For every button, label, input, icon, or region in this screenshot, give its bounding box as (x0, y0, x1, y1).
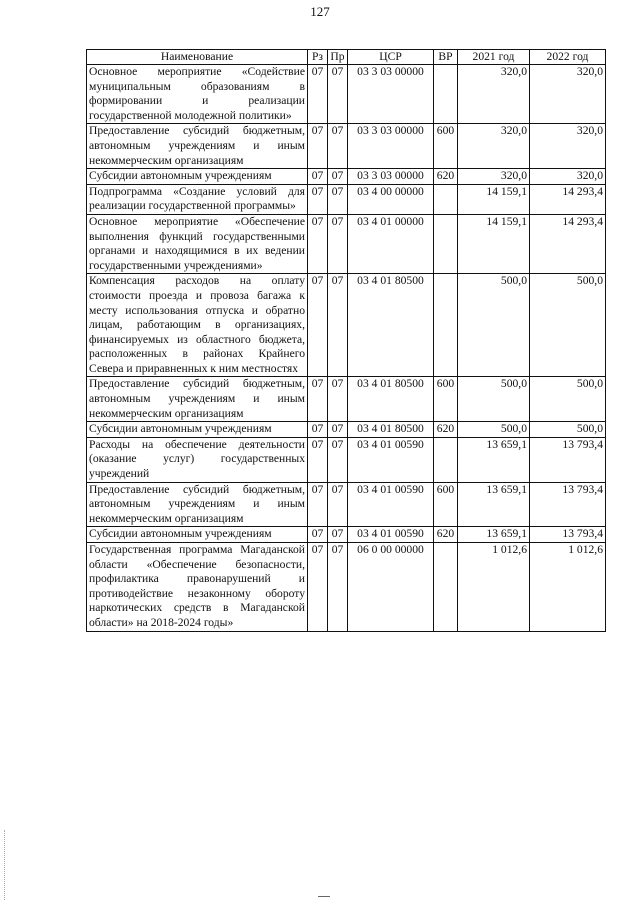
header-csr: ЦСР (348, 50, 434, 65)
row-2021-cell: 500,0 (458, 274, 530, 377)
row-2021-cell: 13 659,1 (458, 437, 530, 482)
row-name-cell: Субсидии автономным учреждениям (87, 527, 308, 543)
row-vr-cell (434, 184, 458, 214)
row-name-cell: Субсидии автономным учреждениям (87, 169, 308, 185)
header-2022: 2022 год (530, 50, 606, 65)
row-vr-cell (434, 214, 458, 273)
table-row (87, 65, 606, 124)
table-row (87, 437, 606, 482)
row-2021-cell: 13 659,1 (458, 482, 530, 527)
row-rz-cell: 07 (308, 124, 328, 169)
row-2021-cell: 320,0 (458, 65, 530, 124)
row-vr-cell: 600 (434, 124, 458, 169)
row-csr-cell: 03 3 03 00000 (348, 124, 434, 169)
row-name-cell: Субсидии автономным учреждениям (87, 422, 308, 438)
row-csr-cell: 03 4 01 00590 (348, 527, 434, 543)
row-2022-cell: 13 793,4 (530, 482, 606, 527)
row-csr-cell: 03 4 01 00000 (348, 214, 434, 273)
row-vr-cell (434, 437, 458, 482)
row-2022-cell: 1 012,6 (530, 543, 606, 632)
row-2022-cell: 320,0 (530, 124, 606, 169)
row-pr-cell: 07 (328, 214, 348, 273)
table-row (87, 274, 606, 377)
row-rz-cell: 07 (308, 214, 328, 273)
row-name-cell: Предоставление субсидий бюджетным, автономным учреждениям и иным некоммерческим организациям (87, 482, 308, 527)
row-2022-cell: 13 793,4 (530, 527, 606, 543)
row-pr-cell: 07 (328, 274, 348, 377)
row-pr-cell: 07 (328, 422, 348, 438)
row-2022-cell: 13 793,4 (530, 437, 606, 482)
row-2022-cell: 320,0 (530, 169, 606, 185)
row-2021-cell: 13 659,1 (458, 527, 530, 543)
row-rz-cell: 07 (308, 422, 328, 438)
row-2021-cell: 500,0 (458, 422, 530, 438)
row-pr-cell: 07 (328, 124, 348, 169)
row-rz-cell: 07 (308, 274, 328, 377)
row-2022-cell: 500,0 (530, 377, 606, 422)
row-rz-cell: 07 (308, 543, 328, 632)
row-2021-cell: 320,0 (458, 169, 530, 185)
row-rz-cell: 07 (308, 184, 328, 214)
row-csr-cell: 06 0 00 00000 (348, 543, 434, 632)
table-row (87, 184, 606, 214)
budget-table (86, 49, 606, 632)
row-rz-cell: 07 (308, 527, 328, 543)
row-pr-cell: 07 (328, 543, 348, 632)
row-csr-cell: 03 4 01 00590 (348, 437, 434, 482)
row-rz-cell: 07 (308, 377, 328, 422)
row-csr-cell: 03 4 01 00590 (348, 482, 434, 527)
row-2022-cell: 14 293,4 (530, 214, 606, 273)
row-vr-cell: 600 (434, 377, 458, 422)
table-row (87, 543, 606, 632)
header-pr: Пр (328, 50, 348, 65)
row-vr-cell (434, 274, 458, 377)
row-2022-cell: 500,0 (530, 422, 606, 438)
row-name-cell: Компенсация расходов на оплату стоимости проезда и провоза багажа к месту использования отпуска и обратно лицам, работающим в организациях, финансируемых из областного бюджета, расположенных в районах Крайнего Севера и приравненных к ним местностях (87, 274, 308, 377)
row-name-cell: Предоставление субсидий бюджетным, автономным учреждениям и иным некоммерческим организациям (87, 124, 308, 169)
row-2021-cell: 14 159,1 (458, 214, 530, 273)
row-vr-cell (434, 65, 458, 124)
header-rz: Рз (308, 50, 328, 65)
table-row (87, 214, 606, 273)
row-name-cell: Предоставление субсидий бюджетным, автономным учреждениям и иным некоммерческим организациям (87, 377, 308, 422)
table-row (87, 482, 606, 527)
table-row (87, 527, 606, 543)
table-row (87, 169, 606, 185)
page-number: 127 (310, 4, 330, 19)
row-rz-cell: 07 (308, 437, 328, 482)
row-rz-cell: 07 (308, 169, 328, 185)
row-csr-cell: 03 4 01 80500 (348, 422, 434, 438)
row-csr-cell: 03 3 03 00000 (348, 169, 434, 185)
row-2022-cell: 500,0 (530, 274, 606, 377)
bottom-scan-mark (318, 896, 330, 897)
row-pr-cell: 07 (328, 377, 348, 422)
row-2021-cell: 1 012,6 (458, 543, 530, 632)
row-pr-cell: 07 (328, 437, 348, 482)
row-pr-cell: 07 (328, 482, 348, 527)
row-2022-cell: 14 293,4 (530, 184, 606, 214)
row-2021-cell: 500,0 (458, 377, 530, 422)
row-rz-cell: 07 (308, 482, 328, 527)
row-2021-cell: 14 159,1 (458, 184, 530, 214)
row-vr-cell: 620 (434, 422, 458, 438)
row-pr-cell: 07 (328, 184, 348, 214)
table-row (87, 377, 606, 422)
row-vr-cell: 600 (434, 482, 458, 527)
row-name-cell: Основное мероприятие «Обеспечение выполнения функций государственными органами и находящимися в их ведении государственными учреждениями» (87, 214, 308, 273)
row-pr-cell: 07 (328, 169, 348, 185)
row-name-cell: Государственная программа Магаданской области «Обеспечение безопасности, профилактика правонарушений и противодействие незаконному обороту наркотических средств в Магаданской области» на 2018-2024 годы» (87, 543, 308, 632)
margin-scan-marks (4, 830, 11, 900)
row-vr-cell: 620 (434, 527, 458, 543)
row-vr-cell: 620 (434, 169, 458, 185)
row-2021-cell: 320,0 (458, 124, 530, 169)
header-2021: 2021 год (458, 50, 530, 65)
row-name-cell: Основное мероприятие «Содействие муниципальным образованиям в формировании и реализации государственной молодежной политики» (87, 65, 308, 124)
row-rz-cell: 07 (308, 65, 328, 124)
row-2022-cell: 320,0 (530, 65, 606, 124)
row-csr-cell: 03 4 00 00000 (348, 184, 434, 214)
header-vr: ВР (434, 50, 458, 65)
row-name-cell: Подпрограмма «Создание условий для реализации государственной программы» (87, 184, 308, 214)
table-header-row (87, 50, 606, 65)
row-pr-cell: 07 (328, 65, 348, 124)
row-csr-cell: 03 4 01 80500 (348, 274, 434, 377)
table-row (87, 422, 606, 438)
header-name: Наименование (87, 50, 308, 65)
row-vr-cell (434, 543, 458, 632)
row-csr-cell: 03 3 03 00000 (348, 65, 434, 124)
row-name-cell: Расходы на обеспечение деятельности (оказание услуг) государственных учреждений (87, 437, 308, 482)
table-row (87, 124, 606, 169)
row-pr-cell: 07 (328, 527, 348, 543)
row-csr-cell: 03 4 01 80500 (348, 377, 434, 422)
